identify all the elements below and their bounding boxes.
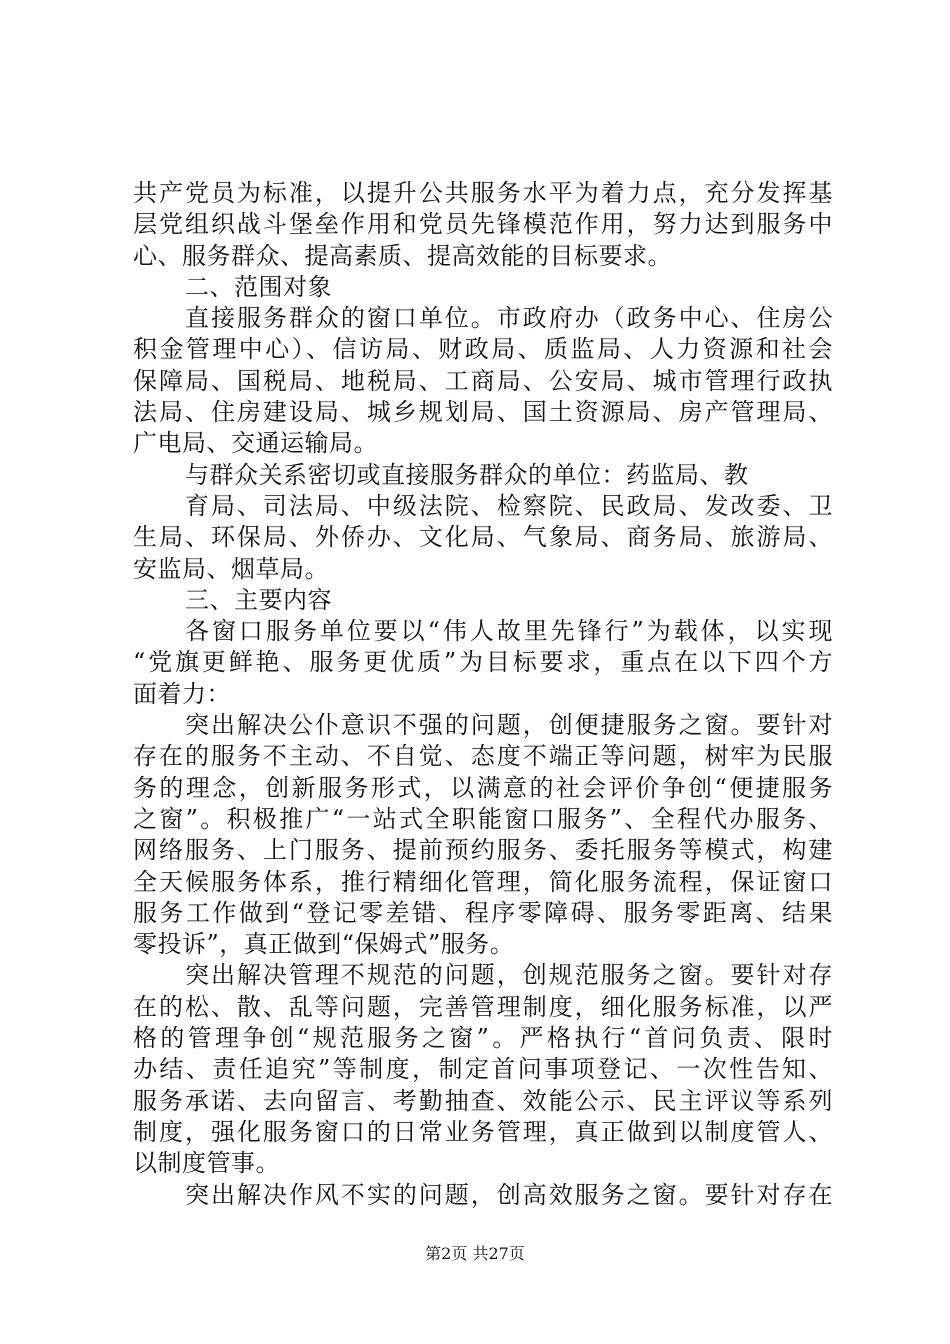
text-line: 服务承诺、去向留言、考勤抽查、效能公示、民主评议等系列 bbox=[133, 1086, 833, 1115]
text-line: “党旗更鲜艳、服务更优质”为目标要求，重点在以下四个方 bbox=[133, 648, 833, 677]
text-line: 层党组织战斗堡垒作用和党员先锋模范作用，努力达到服务中 bbox=[133, 210, 833, 239]
text-line: 面着力： bbox=[133, 679, 231, 708]
text-line: 突出解决作风不实的问题，创高效服务之窗。要针对存在 bbox=[185, 1180, 833, 1209]
text-line: 全天候服务体系，推行精细化管理，简化服务流程，保证窗口 bbox=[133, 867, 833, 896]
text-line: 法局、住房建设局、城乡规划局、国土资源局、房产管理局、 bbox=[133, 398, 833, 427]
text-line: 生局、环保局、外侨办、文化局、气象局、商务局、旅游局、 bbox=[133, 523, 833, 552]
text-line: 突出解决管理不规范的问题，创规范服务之窗。要针对存 bbox=[185, 961, 833, 990]
text-line: 二、范围对象 bbox=[185, 272, 332, 301]
text-line: 共产党员为标准，以提升公共服务水平为着力点，充分发挥基 bbox=[133, 179, 833, 207]
text-line: 安监局、烟草局。 bbox=[133, 554, 329, 583]
text-line: 各窗口服务单位要以“伟人故里先锋行”为载体，以实现 bbox=[185, 617, 833, 646]
text-line: 保障局、国税局、地税局、工商局、公安局、城市管理行政执 bbox=[133, 366, 833, 395]
text-line: 零投诉”，真正做到“保姆式”服务。 bbox=[133, 930, 515, 959]
text-line: 与群众关系密切或直接服务群众的单位：药监局、教 bbox=[185, 460, 749, 489]
text-line: 在的松、散、乱等问题，完善管理制度，细化服务标准，以严 bbox=[133, 992, 833, 1021]
text-line: 格的管理争创“规范服务之窗”。严格执行“首问负责、限时 bbox=[133, 1024, 833, 1053]
text-line: 网络服务、上门服务、提前预约服务、委托服务等模式，构建 bbox=[133, 836, 833, 865]
text-line: 育局、司法局、中级法院、检察院、民政局、发改委、卫 bbox=[185, 491, 833, 520]
text-line: 直接服务群众的窗口单位。市政府办（政务中心、住房公 bbox=[185, 304, 833, 333]
text-line: 突出解决公仆意识不强的问题，创便捷服务之窗。要针对 bbox=[185, 711, 833, 740]
text-line: 三、主要内容 bbox=[185, 585, 332, 614]
text-line: 之窗”。积极推广“一站式全职能窗口服务”、全程代办服务、 bbox=[133, 804, 833, 833]
text-line: 广电局、交通运输局。 bbox=[133, 429, 378, 458]
text-line: 务的理念，创新服务形式，以满意的社会评价争创“便捷服务 bbox=[133, 773, 833, 802]
text-line: 存在的服务不主动、不自觉、态度不端正等问题，树牢为民服 bbox=[133, 742, 833, 771]
text-line: 积金管理中心）、信访局、财政局、质监局、人力资源和社会 bbox=[133, 335, 833, 364]
text-line: 以制度管事。 bbox=[133, 1149, 280, 1178]
document-body bbox=[133, 178, 833, 1211]
text-line: 服务工作做到“登记零差错、程序零障碍、服务零距离、结果 bbox=[133, 898, 833, 927]
text-line: 心、服务群众、提高素质、提高效能的目标要求。 bbox=[133, 241, 672, 270]
text-line: 办结、责任追究”等制度，制定首问事项登记、一次性告知、 bbox=[133, 1055, 833, 1084]
text-line: 制度，强化服务窗口的日常业务管理，真正做到以制度管人、 bbox=[133, 1117, 833, 1146]
page-footer: 第2页 共27页 bbox=[425, 1244, 525, 1263]
